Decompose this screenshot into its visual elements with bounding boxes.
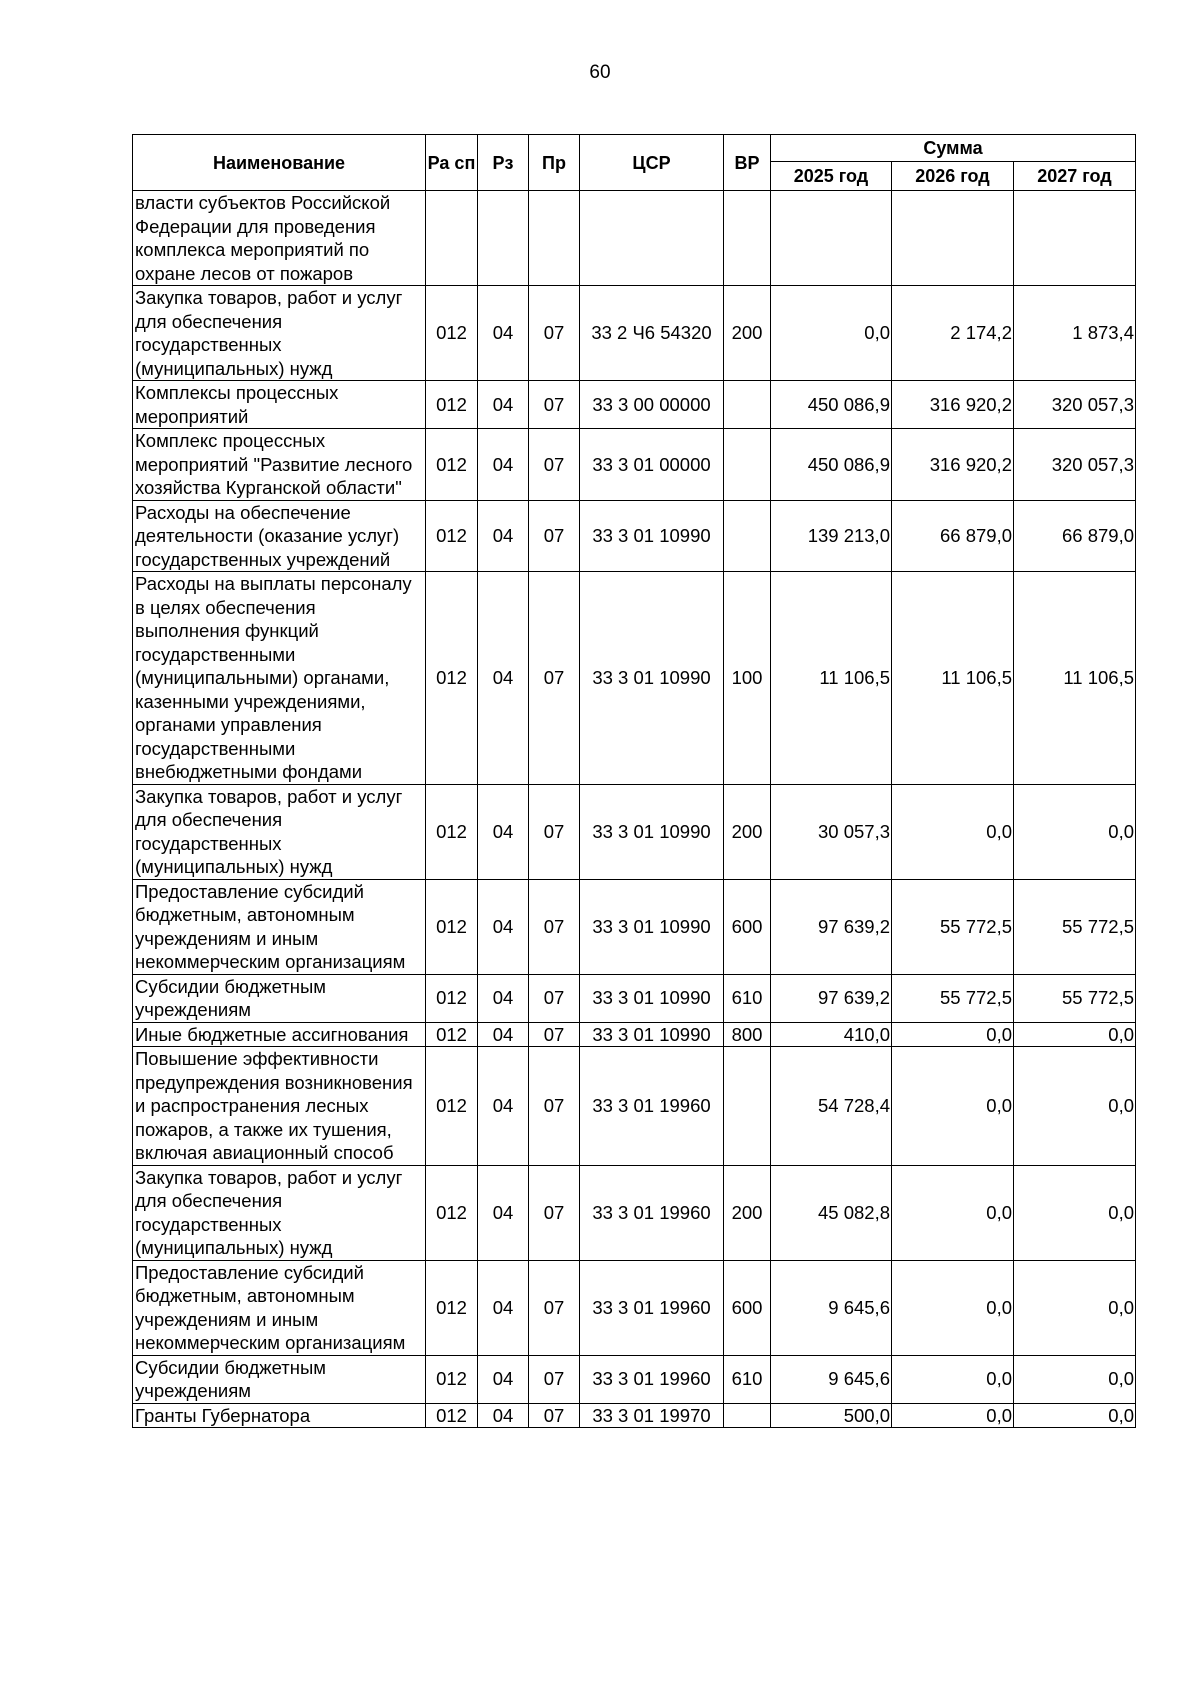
cell-pr: 07 [529, 286, 580, 381]
cell-2027: 0,0 [1014, 784, 1136, 879]
cell-csr: 33 3 01 10990 [580, 974, 724, 1022]
table-row [133, 500, 1136, 572]
cell-vr [724, 381, 771, 429]
cell-rz: 04 [478, 1165, 529, 1260]
cell-rasp [426, 191, 478, 286]
cell-csr: 33 3 01 19960 [580, 1165, 724, 1260]
cell-name: Предоставление субсидий бюджетным, автономным учреждениям и иным некоммерческим организациям [133, 879, 426, 974]
cell-rz [478, 191, 529, 286]
cell-pr: 07 [529, 381, 580, 429]
cell-rasp: 012 [426, 381, 478, 429]
cell-2026: 0,0 [892, 1022, 1014, 1047]
cell-rasp: 012 [426, 1165, 478, 1260]
cell-name: Гранты Губернатора [133, 1403, 426, 1428]
cell-2027: 320 057,3 [1014, 381, 1136, 429]
cell-2026: 55 772,5 [892, 974, 1014, 1022]
header-2025: 2025 год [771, 162, 892, 191]
cell-rasp: 012 [426, 572, 478, 785]
cell-name: Закупка товаров, работ и услуг для обеспечения государственных (муниципальных) нужд [133, 286, 426, 381]
cell-csr: 33 3 01 10990 [580, 500, 724, 572]
cell-2025: 9 645,6 [771, 1355, 892, 1403]
cell-csr: 33 3 01 00000 [580, 429, 724, 501]
cell-pr: 07 [529, 1165, 580, 1260]
cell-name: власти субъектов Российской Федерации для проведения комплекса мероприятий по охране лесов от пожаров [133, 191, 426, 286]
cell-2026: 0,0 [892, 1260, 1014, 1355]
cell-2026: 55 772,5 [892, 879, 1014, 974]
table-row [133, 1403, 1136, 1428]
header-name: Наименование [133, 135, 426, 191]
table-row [133, 1165, 1136, 1260]
cell-2027: 320 057,3 [1014, 429, 1136, 501]
cell-2025: 139 213,0 [771, 500, 892, 572]
cell-vr [724, 429, 771, 501]
cell-2026 [892, 191, 1014, 286]
cell-rasp: 012 [426, 1047, 478, 1166]
cell-vr [724, 500, 771, 572]
cell-2026: 316 920,2 [892, 429, 1014, 501]
table-row [133, 429, 1136, 501]
cell-csr: 33 3 01 10990 [580, 1022, 724, 1047]
cell-csr: 33 3 01 19960 [580, 1047, 724, 1166]
cell-2027: 0,0 [1014, 1165, 1136, 1260]
header-pr: Пр [529, 135, 580, 191]
cell-vr: 200 [724, 1165, 771, 1260]
cell-rz: 04 [478, 784, 529, 879]
table-row [133, 974, 1136, 1022]
cell-pr: 07 [529, 1260, 580, 1355]
cell-csr: 33 3 00 00000 [580, 381, 724, 429]
cell-2025: 97 639,2 [771, 879, 892, 974]
cell-vr [724, 191, 771, 286]
cell-pr: 07 [529, 1403, 580, 1428]
budget-table [132, 134, 1136, 1428]
cell-pr: 07 [529, 784, 580, 879]
cell-2026: 2 174,2 [892, 286, 1014, 381]
cell-2027: 55 772,5 [1014, 974, 1136, 1022]
cell-2027: 1 873,4 [1014, 286, 1136, 381]
cell-csr: 33 3 01 10990 [580, 879, 724, 974]
cell-2025: 410,0 [771, 1022, 892, 1047]
cell-name: Субсидии бюджетным учреждениям [133, 974, 426, 1022]
cell-2026: 0,0 [892, 1047, 1014, 1166]
table-row [133, 1047, 1136, 1166]
cell-rz: 04 [478, 1403, 529, 1428]
cell-2027 [1014, 191, 1136, 286]
cell-csr: 33 2 Ч6 54320 [580, 286, 724, 381]
cell-rz: 04 [478, 974, 529, 1022]
cell-name: Субсидии бюджетным учреждениям [133, 1355, 426, 1403]
cell-vr [724, 1047, 771, 1166]
cell-vr: 600 [724, 879, 771, 974]
cell-rz: 04 [478, 429, 529, 501]
cell-2026: 316 920,2 [892, 381, 1014, 429]
cell-rz: 04 [478, 381, 529, 429]
cell-2027: 11 106,5 [1014, 572, 1136, 785]
cell-rz: 04 [478, 1260, 529, 1355]
cell-name: Закупка товаров, работ и услуг для обеспечения государственных (муниципальных) нужд [133, 1165, 426, 1260]
cell-name: Иные бюджетные ассигнования [133, 1022, 426, 1047]
cell-rz: 04 [478, 286, 529, 381]
cell-rz: 04 [478, 879, 529, 974]
cell-2025: 450 086,9 [771, 381, 892, 429]
cell-2025: 54 728,4 [771, 1047, 892, 1166]
cell-2025: 30 057,3 [771, 784, 892, 879]
cell-rz: 04 [478, 500, 529, 572]
cell-pr: 07 [529, 1022, 580, 1047]
cell-vr: 200 [724, 286, 771, 381]
cell-csr: 33 3 01 19970 [580, 1403, 724, 1428]
cell-vr: 610 [724, 974, 771, 1022]
cell-vr: 200 [724, 784, 771, 879]
cell-name: Закупка товаров, работ и услуг для обеспечения государственных (муниципальных) нужд [133, 784, 426, 879]
cell-rasp: 012 [426, 429, 478, 501]
cell-pr: 07 [529, 500, 580, 572]
cell-2025: 45 082,8 [771, 1165, 892, 1260]
cell-2026: 66 879,0 [892, 500, 1014, 572]
header-row [133, 135, 1136, 162]
cell-vr: 800 [724, 1022, 771, 1047]
cell-2025 [771, 191, 892, 286]
table-row [133, 1022, 1136, 1047]
cell-pr: 07 [529, 1355, 580, 1403]
cell-rz: 04 [478, 1355, 529, 1403]
cell-rasp: 012 [426, 1022, 478, 1047]
header-vr: ВР [724, 135, 771, 191]
table-row [133, 381, 1136, 429]
table-row [133, 879, 1136, 974]
cell-vr [724, 1403, 771, 1428]
cell-rz: 04 [478, 1047, 529, 1166]
cell-csr: 33 3 01 19960 [580, 1260, 724, 1355]
cell-2026: 0,0 [892, 1403, 1014, 1428]
cell-2025: 500,0 [771, 1403, 892, 1428]
cell-2026: 11 106,5 [892, 572, 1014, 785]
cell-vr: 100 [724, 572, 771, 785]
cell-rasp: 012 [426, 1403, 478, 1428]
cell-name: Предоставление субсидий бюджетным, автономным учреждениям и иным некоммерческим организациям [133, 1260, 426, 1355]
cell-pr: 07 [529, 572, 580, 785]
cell-rz: 04 [478, 1022, 529, 1047]
cell-name: Комплексы процессных мероприятий [133, 381, 426, 429]
cell-2025: 9 645,6 [771, 1260, 892, 1355]
cell-rasp: 012 [426, 974, 478, 1022]
header-2026: 2026 год [892, 162, 1014, 191]
cell-rz: 04 [478, 572, 529, 785]
cell-2025: 11 106,5 [771, 572, 892, 785]
cell-rasp: 012 [426, 784, 478, 879]
cell-rasp: 012 [426, 1260, 478, 1355]
table-row [133, 286, 1136, 381]
cell-pr: 07 [529, 974, 580, 1022]
cell-pr: 07 [529, 879, 580, 974]
cell-2025: 450 086,9 [771, 429, 892, 501]
cell-vr: 610 [724, 1355, 771, 1403]
header-rasp: Ра сп [426, 135, 478, 191]
cell-rasp: 012 [426, 879, 478, 974]
cell-2027: 0,0 [1014, 1403, 1136, 1428]
header-rz: Рз [478, 135, 529, 191]
cell-2027: 55 772,5 [1014, 879, 1136, 974]
table-row [133, 784, 1136, 879]
cell-2025: 0,0 [771, 286, 892, 381]
cell-csr: 33 3 01 10990 [580, 572, 724, 785]
cell-2027: 0,0 [1014, 1022, 1136, 1047]
cell-2027: 0,0 [1014, 1355, 1136, 1403]
table-row [133, 1355, 1136, 1403]
cell-vr: 600 [724, 1260, 771, 1355]
header-2027: 2027 год [1014, 162, 1136, 191]
cell-2027: 0,0 [1014, 1047, 1136, 1166]
cell-2025: 97 639,2 [771, 974, 892, 1022]
cell-pr: 07 [529, 1047, 580, 1166]
cell-rasp: 012 [426, 286, 478, 381]
table-row [133, 191, 1136, 286]
header-sum: Сумма [771, 135, 1136, 162]
table-body [133, 191, 1136, 1428]
cell-2026: 0,0 [892, 1165, 1014, 1260]
cell-name: Повышение эффективности предупреждения возникновения и распространения лесных пожаров, а также их тушения, включая авиационный способ [133, 1047, 426, 1166]
cell-csr: 33 3 01 19960 [580, 1355, 724, 1403]
cell-pr [529, 191, 580, 286]
cell-rasp: 012 [426, 1355, 478, 1403]
cell-2026: 0,0 [892, 784, 1014, 879]
cell-2027: 0,0 [1014, 1260, 1136, 1355]
cell-2027: 66 879,0 [1014, 500, 1136, 572]
table-row [133, 572, 1136, 785]
cell-csr [580, 191, 724, 286]
cell-rasp: 012 [426, 500, 478, 572]
cell-csr: 33 3 01 10990 [580, 784, 724, 879]
page-number: 60 [589, 62, 611, 83]
table-row [133, 1260, 1136, 1355]
header-csr: ЦСР [580, 135, 724, 191]
cell-name: Расходы на выплаты персоналу в целях обеспечения выполнения функций государственными (муниципальными) органами, казенными учреждениями, органами управления государственными внебюджетными фондами [133, 572, 426, 785]
cell-name: Расходы на обеспечение деятельности (оказание услуг) государственных учреждений [133, 500, 426, 572]
cell-pr: 07 [529, 429, 580, 501]
cell-name: Комплекс процессных мероприятий "Развитие лесного хозяйства Курганской области" [133, 429, 426, 501]
cell-2026: 0,0 [892, 1355, 1014, 1403]
